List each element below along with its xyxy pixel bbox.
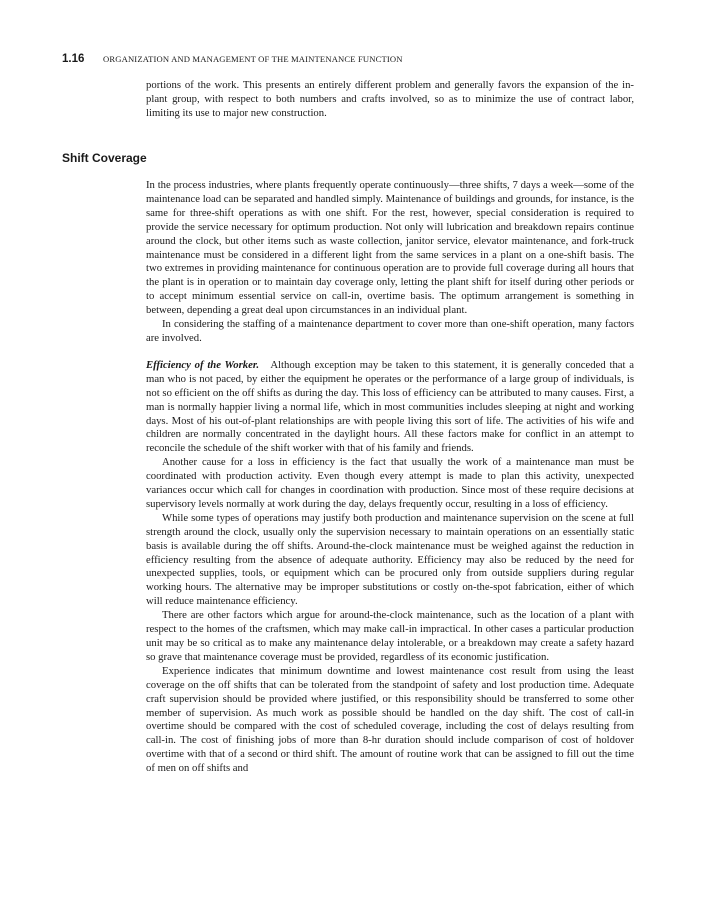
section-body xyxy=(146,179,634,776)
page-number: 1.16 xyxy=(62,53,85,65)
body-paragraph: While some types of operations may justify both production and maintenance supervision on the scene at full strength around the clock, usually only the supervision necessary to maintain operations on an essentially static basis is available during the off shifts. Around-the-clock maintenance must be weighed against the reduction in efficiency resulting from the absence of adequate authority. Efficiency may also be reduced by the need for unexpected supplies, tools, or equipment which can be procured only from outside suppliers during regular working hours. The alternative may be improper substitutions or costly on-the-spot fabrication, either of which will reduce maintenance efficiency. xyxy=(146,511,634,608)
continued-text-block xyxy=(146,79,634,121)
run-in-heading: Efficiency of the Worker. xyxy=(146,358,260,371)
body-paragraph: Experience indicates that minimum downtime and lowest maintenance cost result from using the least coverage on the off shifts that can be tolerated from the standpoint of safety and lost production time. Adequate craft supervision should be provided where justified, or this responsibility should be transferred to some other member of supervision. As much work as possible should be handled on the day shift. The cost of call-in overtime should be compared with the cost of scheduled coverage, including the cost of delays resulting from call-in. The cost of finishing jobs of more than 8-hr duration should include comparison of cost of holdover overtime with that of a second or third shift. The amount of routine work that can be assigned to fill out the time of men on off shifts and xyxy=(146,664,634,775)
running-header xyxy=(62,52,662,66)
body-paragraph: Another cause for a loss in efficiency is the fact that usually the work of a maintenance man must be coordinated with production activity. Even though every attempt is made to plan this activity, unexpected variances occur which call for changes in coordination with production. Since most of these require decisions at supervisory levels normally at work during the day, delays frequently occur, resulting in a loss of efficiency. xyxy=(146,456,634,510)
subsection-first-paragraph xyxy=(146,359,634,456)
body-paragraph: In considering the staffing of a maintenance department to cover more than one-shift operation, many factors are involved. xyxy=(146,318,634,344)
section-heading: Shift Coverage xyxy=(62,151,147,165)
subsection-first-text: Although exception may be taken to this statement, it is generally conceded that a man who is not paced, by either the equipment he operates or the performance of a large group of individuals, is not so efficient on the off shifts as during the day. This loss of efficiency can be attributed to many causes. First, a man is normally happier living a normal life, which in most communities includes sleeping at night and working days. Most of his out-of-plant relationships are with people living this sort of life. The activities of his wife and children are normally concentrated in the daylight hours. All these factors make for conflict in an attempt to reconcile the schedule of the shift worker with that of his family and friends. xyxy=(146,358,634,455)
running-title: ORGANIZATION AND MANAGEMENT OF THE MAINTENANCE FUNCTION xyxy=(103,54,403,64)
continued-paragraph: portions of the work. This presents an entirely different problem and generally favors the expansion of the in-plant group, with respect to both numbers and crafts involved, so as to minimize the use of contract labor, limiting its use to major new construction. xyxy=(146,79,634,119)
body-paragraph: In the process industries, where plants frequently operate continuously—three shifts, 7 days a week—some of the maintenance load can be separated and handled simply. Maintenance of buildings and grounds, for instance, is the same for three-shift operations as with one shift. For the rest, however, special consideration is required to provide the service necessary for optimum production. Not only will lubrication and breakdown repairs continue around the clock, but other items such as waste collection, janitor service, elevator maintenance, and fork-truck maintenance must be considered in a different light from the same services in a plant on a one-shift basis. The two extremes in providing maintenance for continuous operation are to provide full coverage during all hours that the plant is in operation or to maintain day coverage only, letting the plant shift for itself during other periods or to accept minimum essential service on call-in, overtime basis. The optimum arrangement is something in between, depending a great deal upon circumstances in an individual plant. xyxy=(146,179,634,317)
body-paragraph: There are other factors which argue for around-the-clock maintenance, such as the location of a plant with respect to the homes of the craftsmen, which may make call-in impractical. In other cases a particular production unit may be so critical as to make any maintenance delay intolerable, or a breakdown may create a safety hazard so grave that maintenance coverage must be provided, regardless of its economic justification. xyxy=(146,609,634,663)
